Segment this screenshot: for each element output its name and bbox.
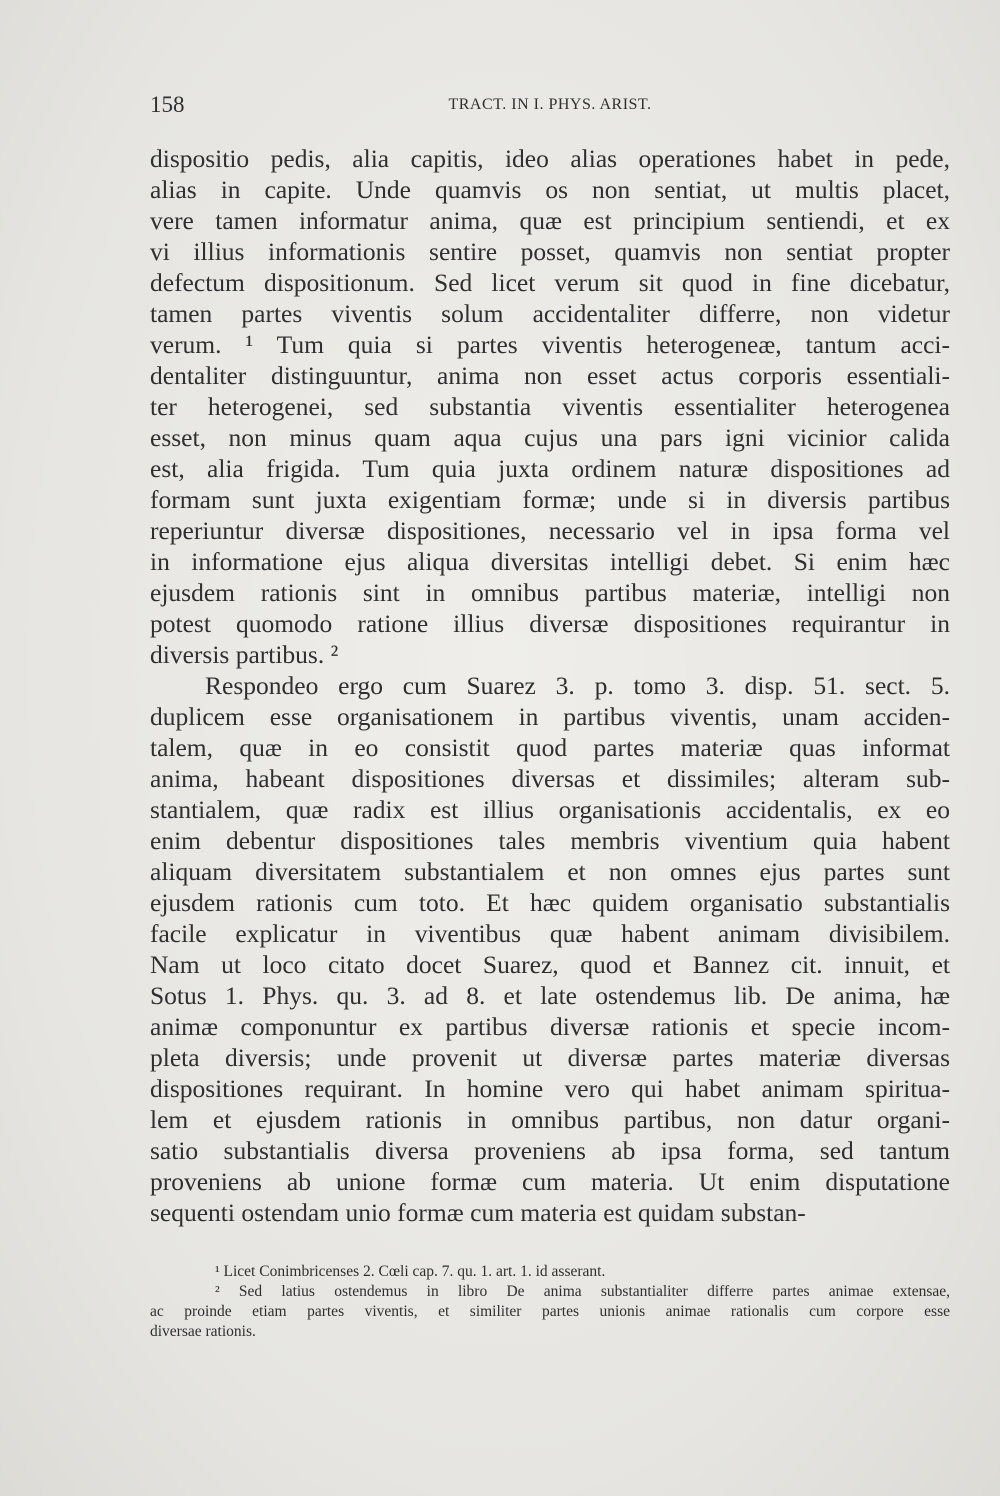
footnote-line: diversae rationis. [150,1323,256,1340]
page-number: 158 [150,92,185,117]
text-line: in informatione ejus aliqua diversitas intelligi debet. Si enim hæc [150,547,950,576]
footnote-line: ¹ Licet Conimbricenses 2. Cœli cap. 7. qu. 1. art. 1. id asserant. [215,1263,606,1280]
text-line: pleta diversis; unde provenit ut diversæ partes materiæ diversas [150,1043,950,1072]
text-line: tamen partes viventis solum accidentaliter differre, non videtur [150,299,950,328]
text-line: ter heterogenei, sed substantia viventis essentialiter heterogenea [150,392,950,421]
footnotes [150,1262,950,1342]
text-line: reperiuntur diversæ dispositiones, necessario vel in ipsa forma vel [150,516,950,545]
text-line: dentaliter distinguuntur, anima non esset actus corporis essentiali- [150,361,950,390]
text-line: aliquam diversitatem substantialem et non omnes ejus partes sunt [150,857,950,886]
text-line: verum. ¹ Tum quia si partes viventis heterogeneæ, tantum acci- [150,330,950,359]
running-head: TRACT. IN I. PHYS. ARIST. [448,96,652,113]
text-line: Respondeo ergo cum Suarez 3. p. tomo 3. disp. 51. sect. 5. [205,671,950,700]
text-line: potest quomodo ratione illius diversæ dispositiones requirantur in [150,609,950,638]
page-header [150,92,950,122]
text-line: defectum dispositionum. Sed licet verum sit quod in fine dicebatur, [150,268,950,297]
text-line: dispositiones requirant. In homine vero qui habet animam spiritua- [150,1074,950,1103]
text-line: vi illius informationis sentire posset, quamvis non sentiat propter [150,237,950,266]
text-line: formam sunt juxta exigentiam formæ; unde si in diversis partibus [150,485,950,514]
text-line: duplicem esse organisationem in partibus viventis, unam acciden- [150,702,950,731]
text-line: anima, habeant dispositiones diversas et dissimiles; alteram sub- [150,764,950,793]
text-line: animæ componuntur ex partibus diversæ rationis et specie incom- [150,1012,950,1041]
text-line: esset, non minus quam aqua cujus una pars igni vicinior calida [150,423,950,452]
text-line: stantialem, quæ radix est illius organisationis accidentalis, ex eo [150,795,950,824]
text-line: proveniens ab unione formæ cum materia. Ut enim disputatione [150,1167,950,1196]
body-text [150,143,950,1228]
text-line: ejusdem rationis sint in omnibus partibus materiæ, intelligi non [150,578,950,607]
text-line: diversis partibus. ² [150,640,339,669]
text-line: sequenti ostendam unio formæ cum materia est quidam substan- [150,1198,806,1227]
text-line: satio substantialis diversa proveniens ab ipsa forma, sed tantum [150,1136,950,1165]
footnote-line: ac proinde etiam partes viventis, et similiter partes unionis animae rationalis cum corpore esse [150,1303,950,1320]
text-line: ejusdem rationis cum toto. Et hæc quidem organisatio substantialis [150,888,950,917]
text-line: lem et ejusdem rationis in omnibus partibus, non datur organi- [150,1105,950,1134]
text-line: Nam ut loco citato docet Suarez, quod et Bannez cit. innuit, et [150,950,950,979]
text-line: talem, quæ in eo consistit quod partes materiæ quas informat [150,733,950,762]
text-line: enim debentur dispositiones tales membris viventium quia habent [150,826,950,855]
text-line: facile explicatur in viventibus quæ habent animam divisibilem. [150,919,950,948]
text-line: vere tamen informatur anima, quæ est principium sentiendi, et ex [150,206,950,235]
text-line: dispositio pedis, alia capitis, ideo alias operationes habet in pede, [150,144,950,173]
text-line: alias in capite. Unde quamvis os non sentiat, ut multis placet, [150,175,950,204]
text-line: Sotus 1. Phys. qu. 3. ad 8. et late ostendemus lib. De anima, hæ [150,981,950,1010]
footnote-line: ² Sed latius ostendemus in libro De anima substantialiter differre partes animae extensae, [215,1283,950,1300]
text-line: est, alia frigida. Tum quia juxta ordinem naturæ dispositiones ad [150,454,950,483]
